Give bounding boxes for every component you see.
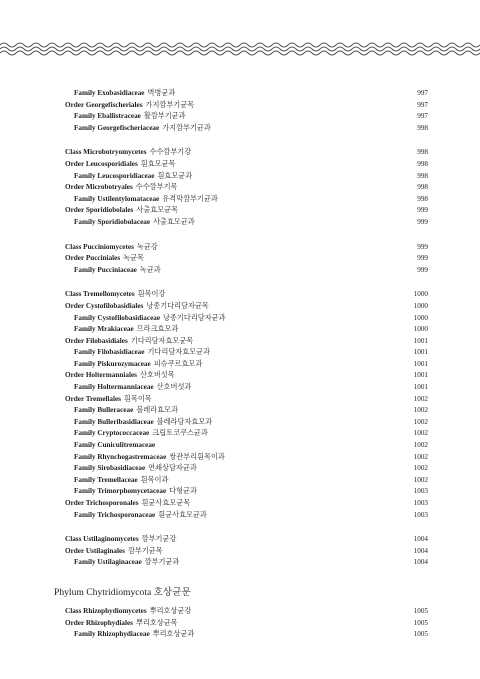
- toc-entry: [65, 498, 428, 510]
- page-number: 999: [417, 265, 428, 274]
- toc-entry: [65, 440, 428, 452]
- toc-entry: [65, 405, 428, 417]
- taxon-name: Family Rhynchogastremaceae: [74, 452, 167, 461]
- toc-entry: [65, 417, 428, 429]
- toc-entry-label: [65, 557, 179, 569]
- taxon-name: Order Leucosporidiales: [65, 159, 138, 168]
- korean-name: 유격막깜부기균과: [162, 194, 218, 203]
- korean-name: 깜부기균강: [141, 535, 177, 544]
- toc-entry: [65, 217, 428, 229]
- page-number: 1001: [413, 383, 428, 392]
- korean-name: 기다리담자효모균목: [130, 336, 194, 345]
- korean-name: 크립토코쿠스균과: [152, 429, 208, 438]
- page-number: 999: [417, 217, 428, 226]
- page-number: 998: [417, 148, 428, 157]
- taxon-name: Family Sporidiobolaceae: [74, 217, 151, 226]
- toc-entry: [65, 428, 428, 440]
- taxon-name: Order Microbotryales: [65, 183, 133, 192]
- phylum-heading: Phylum Chytridiomycota 호상균문: [54, 586, 191, 598]
- korean-name: 연쇄상담자균과: [148, 464, 197, 473]
- page-number: 1003: [413, 510, 428, 519]
- toc-entry-label: [65, 88, 175, 100]
- korean-name: 피슈쿠르효모과: [153, 359, 203, 368]
- korean-name: 흰목이과: [140, 475, 169, 484]
- decorative-wave-border: [0, 40, 480, 58]
- taxon-name: Class Ustilaginomycetes: [65, 535, 139, 544]
- page-number: 997: [417, 89, 428, 97]
- taxon-name: Family Rhizophydiaceae: [74, 630, 150, 639]
- page-number: 997: [417, 100, 428, 109]
- toc-group: [65, 534, 428, 569]
- korean-name: 가지깜부기균목: [145, 100, 195, 109]
- taxon-name: Class Tremellomycetes: [65, 290, 135, 299]
- taxon-name: Family Pucciniaceae: [74, 265, 137, 274]
- page-number: 1003: [413, 499, 428, 507]
- toc-entry: [65, 100, 428, 112]
- taxon-name: Order Rhizophydiales: [65, 618, 133, 627]
- page-number: 1005: [413, 630, 428, 639]
- taxon-name: Class Microbotryomycetes: [65, 148, 147, 157]
- taxon-name: Family Piskurozymaceae: [74, 359, 151, 368]
- page-number: 1005: [413, 606, 428, 615]
- toc-entry: [65, 347, 428, 359]
- page-number: 1002: [413, 464, 428, 473]
- toc-entry-label: [65, 217, 195, 229]
- page-number: 1002: [413, 475, 428, 484]
- toc-entry: [65, 557, 428, 569]
- page-number: 1002: [413, 406, 428, 415]
- toc-entry-label: [65, 347, 210, 359]
- korean-name: 벽병균과: [147, 89, 176, 97]
- page-number: 997: [417, 112, 428, 121]
- korean-name: 깜부기균목: [127, 546, 163, 555]
- toc-entry-label: [65, 475, 168, 487]
- toc-entry-label: [65, 159, 175, 171]
- korean-name: 흰균사효모균목: [141, 499, 191, 507]
- page-number: 998: [417, 123, 428, 132]
- toc-entry: [65, 182, 428, 194]
- page-number: 1001: [413, 359, 428, 368]
- toc-groups: [65, 88, 428, 582]
- korean-name: 흰균사효모균과: [158, 510, 207, 519]
- korean-name: 가지깜부기균과: [162, 123, 211, 132]
- toc-entry: [65, 313, 428, 325]
- toc-entry: [65, 111, 428, 123]
- page-number: 1001: [413, 371, 428, 380]
- taxon-name: Class Rhizophydiomycetes: [65, 606, 147, 615]
- toc-entry-label: [65, 405, 178, 417]
- korean-name: 수수깜부기목: [135, 183, 178, 192]
- toc-entry-label: [65, 100, 194, 112]
- korean-name: 뿌리호상균강: [149, 606, 192, 615]
- toc-entry: [65, 242, 428, 254]
- taxon-name: Order Holtermanniales: [65, 371, 137, 380]
- toc-entry-label: [65, 618, 178, 630]
- taxon-name: Order Trichosporonales: [65, 499, 139, 507]
- korean-name: 다형균과: [169, 487, 197, 496]
- page-number: 1000: [413, 290, 428, 299]
- korean-name: 낭종기다리담자균목: [146, 301, 209, 310]
- taxon-name: Family Eballistraceae: [74, 112, 141, 121]
- toc-entry: [65, 394, 428, 406]
- toc-entry-label: [65, 417, 212, 429]
- taxon-name: Order Georgefischeriales: [65, 100, 143, 109]
- toc-entry-label: [65, 336, 193, 348]
- toc-entry-label: [65, 194, 218, 206]
- toc-entry: [65, 370, 428, 382]
- taxon-name: Family Ustilentylomataceae: [74, 194, 160, 203]
- korean-name: 산호버섯과: [156, 383, 192, 392]
- group-spacer: [65, 521, 428, 534]
- toc-entry-label: [65, 452, 225, 464]
- korean-name: 수수깜부기강: [149, 148, 192, 157]
- toc-entry: [65, 486, 428, 498]
- korean-name: 흰목이강: [137, 290, 166, 299]
- toc-entry-label: [65, 289, 165, 301]
- korean-name: 녹균강: [136, 242, 158, 251]
- korean-name: 므라크효모과: [136, 325, 179, 334]
- korean-name: 쌍관부리흰목이과: [169, 452, 225, 461]
- page-number: 1001: [413, 348, 428, 357]
- toc-entry: [65, 123, 428, 135]
- page-number: 1004: [413, 535, 428, 544]
- korean-name: 흰효모균과: [157, 171, 193, 180]
- taxon-name: Family Cryptococcaceae: [74, 429, 150, 438]
- toc-entry: [65, 159, 428, 171]
- korean-name: 산호버섯목: [139, 371, 175, 380]
- taxon-name: Family Filobasidiaceae: [74, 348, 145, 357]
- toc-entry: [65, 534, 428, 546]
- toc-entry: [65, 289, 428, 301]
- toc-entry-label: [65, 463, 197, 475]
- toc-entry-label: [65, 428, 208, 440]
- page-number: 999: [417, 242, 428, 251]
- korean-name: 기다리담자효모균과: [147, 348, 210, 357]
- group-spacer: [65, 134, 428, 147]
- group-spacer: [65, 569, 428, 582]
- toc-group: [65, 242, 428, 277]
- toc-entry: [65, 171, 428, 183]
- toc-entry: [65, 606, 428, 618]
- taxon-name: Family Trichosporonaceae: [74, 510, 156, 519]
- toc-entry-label: [65, 394, 152, 406]
- toc-entry-label: [65, 606, 191, 618]
- toc-entry-label: [65, 382, 191, 394]
- toc-entry: [65, 88, 428, 100]
- page-number: 1000: [413, 325, 428, 334]
- toc-entry-label: [65, 265, 161, 277]
- taxon-name: Family Sirobasidiaceae: [74, 464, 146, 473]
- korean-name: 사출효모균목: [136, 206, 179, 215]
- taxon-name: Order Filobasidiales: [65, 336, 128, 345]
- page-number: 1000: [413, 313, 428, 322]
- korean-name: 흰효모균목: [140, 159, 176, 168]
- taxon-name: Family Bulleraceae: [74, 406, 134, 415]
- page-number: 1001: [413, 336, 428, 345]
- group-spacer: [65, 276, 428, 289]
- toc-entry: [65, 359, 428, 371]
- toc-entry: [65, 475, 428, 487]
- taxon-name: Family Georgefischeriaceae: [74, 123, 160, 132]
- toc-entry-label: [65, 171, 192, 183]
- toc-group: [65, 147, 428, 228]
- toc-entry-label: [65, 546, 163, 558]
- toc-entry-label: [65, 486, 197, 498]
- table-of-contents: [54, 88, 428, 641]
- korean-name: 활깜부기균과: [143, 112, 186, 121]
- toc-entry-label: [65, 370, 175, 382]
- korean-name: 녹균과: [139, 265, 161, 274]
- toc-entry: [65, 629, 428, 641]
- taxon-name: Family Holtermanniaceae: [74, 383, 154, 392]
- taxon-name: Order Cystofilobasidiales: [65, 301, 144, 310]
- page-number: 1004: [413, 546, 428, 555]
- taxon-name: Family Bulleribasidiaceae: [74, 417, 154, 426]
- page-number: 998: [417, 159, 428, 168]
- page-number: 1002: [413, 441, 428, 450]
- toc-entry: [65, 324, 428, 336]
- toc-entry-label: [65, 253, 144, 265]
- toc-entry-label: [65, 498, 190, 510]
- page-number: 1002: [413, 429, 428, 438]
- page-number: 1003: [413, 487, 428, 496]
- toc-group: [65, 88, 428, 134]
- toc-entry-label: [65, 324, 178, 336]
- toc-entry-label: [65, 301, 209, 313]
- toc-entry-label: [65, 629, 194, 641]
- korean-name: 뿌리호상균과: [152, 630, 195, 639]
- toc-entry: [65, 618, 428, 630]
- korean-name: 블레라효모과: [136, 406, 178, 415]
- page-number: 1000: [413, 301, 428, 310]
- korean-name: 흰목이목: [123, 394, 152, 403]
- page-number: 998: [417, 171, 428, 180]
- taxon-name: Family Trimorphomycetaceae: [74, 487, 167, 496]
- taxon-name: Family Tremellaceae: [74, 475, 138, 484]
- korean-name: 뿌리호상균목: [135, 618, 178, 627]
- toc-entry: [65, 463, 428, 475]
- page-number: 998: [417, 194, 428, 203]
- page-number: 999: [417, 206, 428, 215]
- korean-name: 사출효모균과: [153, 217, 195, 226]
- toc-entry: [65, 265, 428, 277]
- taxon-name: Family Mrakiaceae: [74, 325, 134, 334]
- toc-entry-label: [65, 182, 177, 194]
- page-number: 1004: [413, 558, 428, 567]
- toc-entry-label: [65, 205, 178, 217]
- taxon-name: Order Sporidiobolales: [65, 206, 134, 215]
- taxon-name: Family Cuniculitremaceae: [74, 441, 156, 450]
- toc-entry-label: [65, 147, 191, 159]
- taxon-name: Family Ustilaginaceae: [74, 558, 142, 567]
- taxon-name: Order Tremellales: [65, 394, 121, 403]
- toc-entry: [65, 205, 428, 217]
- page-number: 1002: [413, 394, 428, 403]
- toc-entry: [65, 336, 428, 348]
- toc-entry-label: [65, 111, 186, 123]
- toc-entry-label: [65, 440, 158, 452]
- toc-entry-label: [65, 123, 211, 135]
- toc-entry-label: [65, 510, 207, 522]
- korean-name: 깜부기균과: [144, 558, 180, 567]
- toc-group: [65, 289, 428, 521]
- phylum-entries: [65, 606, 428, 641]
- page-number: 1002: [413, 452, 428, 461]
- korean-name: 블레라담자효모과: [156, 417, 213, 426]
- taxon-name: Family Cystofilobasidiaceae: [74, 313, 161, 322]
- toc-entry: [65, 301, 428, 313]
- taxon-name: Class Pucciniomycetes: [65, 242, 134, 251]
- page-number: 1002: [413, 417, 428, 426]
- toc-entry: [65, 452, 428, 464]
- taxon-name: Order Pucciniales: [65, 254, 121, 263]
- taxon-name: Family Exobasidiaceae: [74, 89, 145, 97]
- page-number: 1005: [413, 618, 428, 627]
- taxon-name: Family Leucosporidiaceae: [74, 171, 155, 180]
- toc-entry-label: [65, 359, 202, 371]
- group-spacer: [65, 229, 428, 242]
- toc-entry-label: [65, 242, 158, 254]
- page-number: 999: [417, 254, 428, 263]
- page-number: 998: [417, 183, 428, 192]
- toc-entry: [65, 194, 428, 206]
- toc-entry: [65, 382, 428, 394]
- toc-entry-label: [65, 534, 176, 546]
- toc-entry-label: [65, 313, 226, 325]
- korean-name: 녹균목: [123, 254, 145, 263]
- toc-entry: [65, 510, 428, 522]
- taxon-name: Order Ustilaginales: [65, 546, 125, 555]
- korean-name: 낭종기다리담자균과: [163, 313, 226, 322]
- toc-entry: [65, 147, 428, 159]
- toc-entry: [65, 546, 428, 558]
- toc-entry: [65, 253, 428, 265]
